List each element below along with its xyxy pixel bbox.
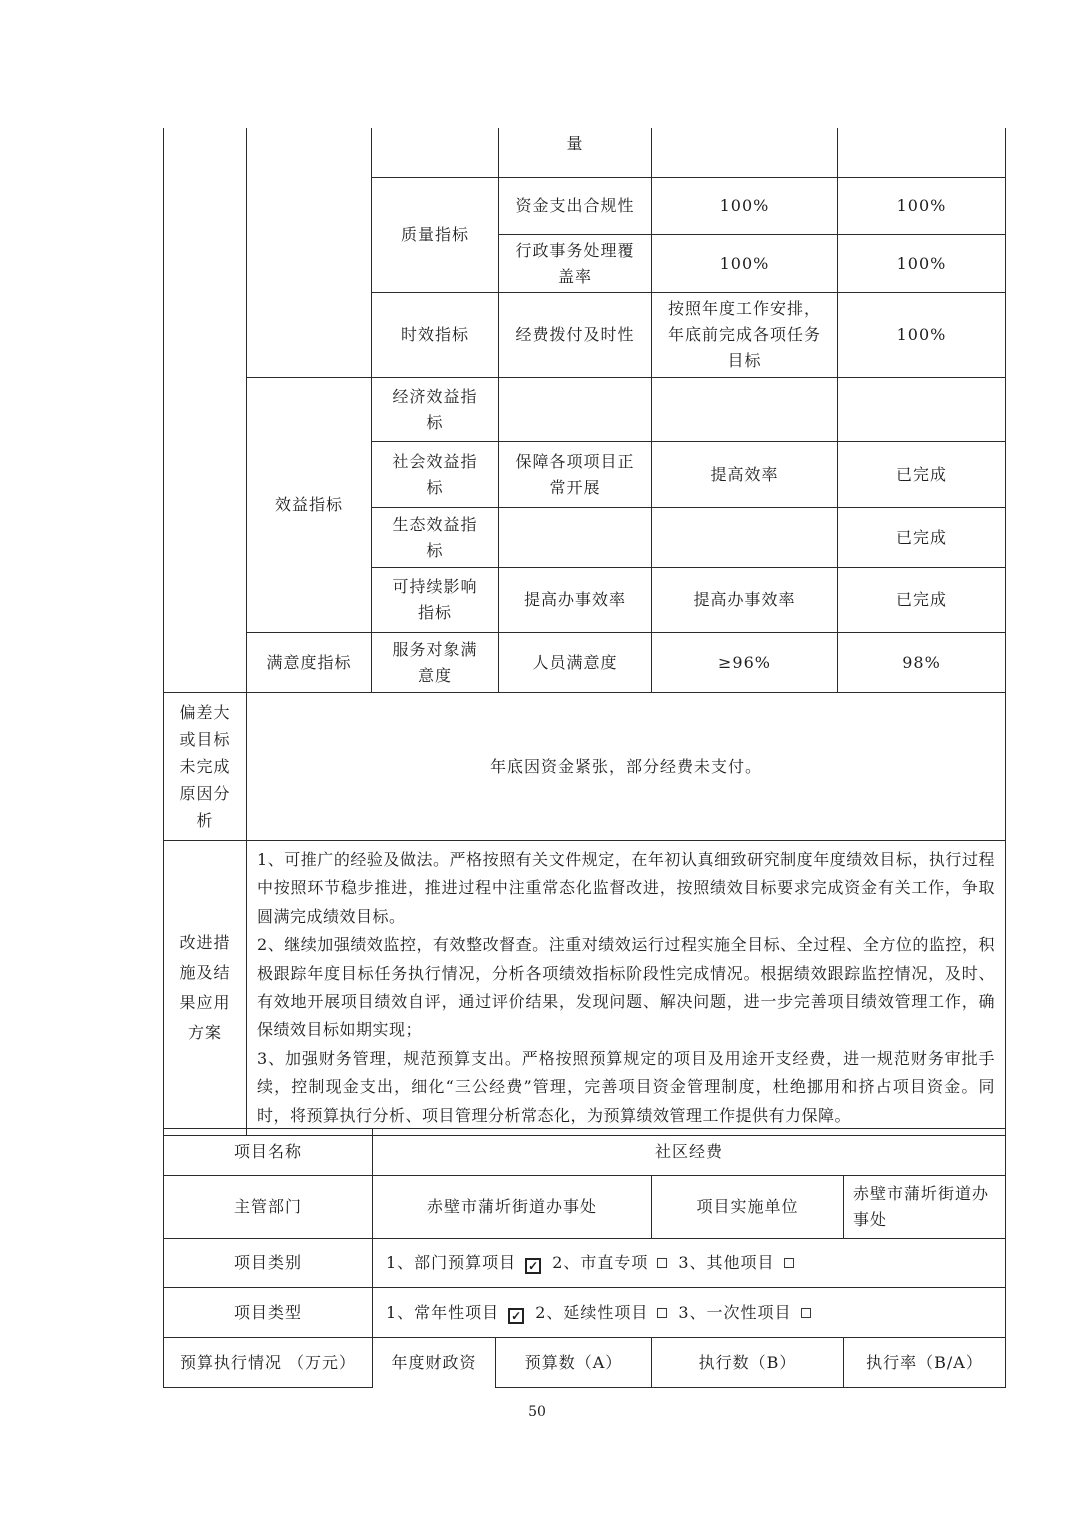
indicator-name-cell: 保障各项项目正常开展 [499, 442, 652, 508]
deviation-analysis-label: 偏差大或目标未完成原因分析 [164, 693, 247, 841]
department-label: 主管部门 [164, 1176, 373, 1239]
table-border-extension [372, 1362, 373, 1369]
indicator-target-cell: 提高效率 [652, 442, 838, 508]
page-number: 50 [528, 1404, 546, 1420]
checkbox-icon: ✓ [508, 1308, 524, 1324]
project-info-table [163, 1128, 1006, 1388]
checkbox-icon [784, 1258, 794, 1268]
performance-indicator-table [163, 128, 1006, 1136]
timeliness-indicator-label: 时效指标 [372, 293, 499, 378]
project-type-options [373, 1288, 1006, 1338]
indicator-category-cell: 可持续影响指标 [372, 568, 499, 633]
indicator-category-cell: 社会效益指标 [372, 442, 499, 508]
implementing-unit-value: 赤壁市蒲圻街道办事处 [844, 1176, 1006, 1239]
indicator-section-merged-cell [164, 128, 247, 693]
checkbox-icon [657, 1258, 667, 1268]
indicator-category-cell: 生态效益指标 [372, 508, 499, 568]
implementing-unit-label: 项目实施单位 [652, 1176, 844, 1239]
budget-execution-label: 预算执行情况 （万元） [164, 1338, 373, 1388]
empty-target-cell [652, 128, 838, 178]
indicator-target-cell: 提高办事效率 [652, 568, 838, 633]
improvement-paragraph: 1、可推广的经验及做法。严格按照有关文件规定，在年初认真细致研究制度年度绩效目标，执行过程中按照环节稳步推进，推进过程中注重常态化监督改进，按照绩效目标要求完成资金有关工作，争取圆满完成绩效目标。 [257, 850, 995, 926]
indicator-actual-cell: 100% [838, 178, 1006, 235]
budget-column-header: 执行数（B） [652, 1338, 844, 1388]
satisfaction-indicator-label: 满意度指标 [247, 633, 372, 693]
indicator-name-cell: 提高办事效率 [499, 568, 652, 633]
indicator-actual-cell: 已完成 [838, 508, 1006, 568]
benefit-indicator-label: 效益指标 [247, 378, 372, 633]
checkbox-icon: ✓ [525, 1258, 541, 1274]
indicator-actual-cell: 98% [838, 633, 1006, 693]
deviation-analysis-content: 年底因资金紧张，部分经费未支付。 [247, 693, 1006, 841]
indicator-name-cell: 经费拨付及时性 [499, 293, 652, 378]
indicator-target-cell: 按照年度工作安排，年底前完成各项任务目标 [652, 293, 838, 378]
indicator-target-cell: 100% [652, 178, 838, 235]
indicator-target-cell [652, 508, 838, 568]
budget-column-header: 执行率（B/A） [844, 1338, 1006, 1388]
option-label: 1、常年性项目 [386, 1302, 500, 1322]
department-value: 赤壁市蒲圻街道办事处 [373, 1176, 652, 1239]
checkbox-icon [657, 1308, 667, 1318]
project-type-label: 项目类型 [164, 1288, 373, 1338]
option-label: 3、其他项目 [678, 1253, 775, 1272]
indicator-actual-cell: 已完成 [838, 568, 1006, 633]
budget-column-header: 预算数（A） [496, 1338, 652, 1388]
indicator-actual-cell: 100% [838, 293, 1006, 378]
checkbox-icon [801, 1308, 811, 1318]
indicator-actual-cell: 100% [838, 235, 1006, 293]
indicator-actual-cell: 已完成 [838, 442, 1006, 508]
improvement-plan-content [247, 841, 1006, 1136]
budget-row-label: 年度财政资 [373, 1338, 496, 1388]
project-category-options [373, 1239, 1006, 1288]
empty-actual-cell [838, 128, 1006, 178]
carryover-indicator-cell: 量 [499, 128, 652, 178]
indicator-name-cell: 资金支出合规性 [499, 178, 652, 235]
indicator-target-cell [652, 378, 838, 442]
table-border-extension [495, 1362, 496, 1369]
indicator-category-cell: 经济效益指标 [372, 378, 499, 442]
indicator-actual-cell [838, 378, 1006, 442]
project-name-label: 项目名称 [164, 1129, 373, 1176]
indicator-name-cell [499, 378, 652, 442]
quality-indicator-label: 质量指标 [372, 178, 499, 293]
indicator-name-cell: 行政事务处理覆盖率 [499, 235, 652, 293]
option-label: 3、一次性项目 [678, 1302, 792, 1322]
indicator-target-cell: ≥96% [652, 633, 838, 693]
improvement-paragraph: 3、加强财务管理，规范预算支出。严格按照预算规定的项目及用途开支经费，进一规范财务审批手续，控制现金支出，细化“三公经费”管理，完善项目资金管理制度，杜绝挪用和挤占项目资金。同时，将预算执行分析、项目管理分析常态化，为预算绩效管理工作提供有力保障。 [257, 1048, 995, 1125]
project-category-label: 项目类别 [164, 1239, 373, 1288]
output-indicator-merged-cell [247, 128, 372, 378]
project-name-value: 社区经费 [373, 1129, 1006, 1176]
option-label: 2、延续性项目 [535, 1302, 649, 1322]
option-label: 2、市直专项 [552, 1253, 649, 1272]
improvement-plan-label: 改进措施及结果应用方案 [164, 841, 247, 1136]
option-label: 1、部门预算项目 [386, 1253, 517, 1272]
indicator-type-empty-cell [372, 128, 499, 178]
indicator-name-cell: 人员满意度 [499, 633, 652, 693]
indicator-target-cell: 100% [652, 235, 838, 293]
indicator-category-cell: 服务对象满意度 [372, 633, 499, 693]
improvement-paragraph: 2、继续加强绩效监控，有效整改督查。注重对绩效运行过程实施全目标、全过程、全方位的监控，积极跟踪年度目标任务执行情况，分析各项绩效指标阶段性完成情况。根据绩效跟踪监控情况，及时、有效地开展项目绩效自评，通过评价结果，发现问题、解决问题，进一步完善项目绩效管理工作，确保绩效目标如期实现； [257, 935, 995, 1040]
indicator-name-cell [499, 508, 652, 568]
